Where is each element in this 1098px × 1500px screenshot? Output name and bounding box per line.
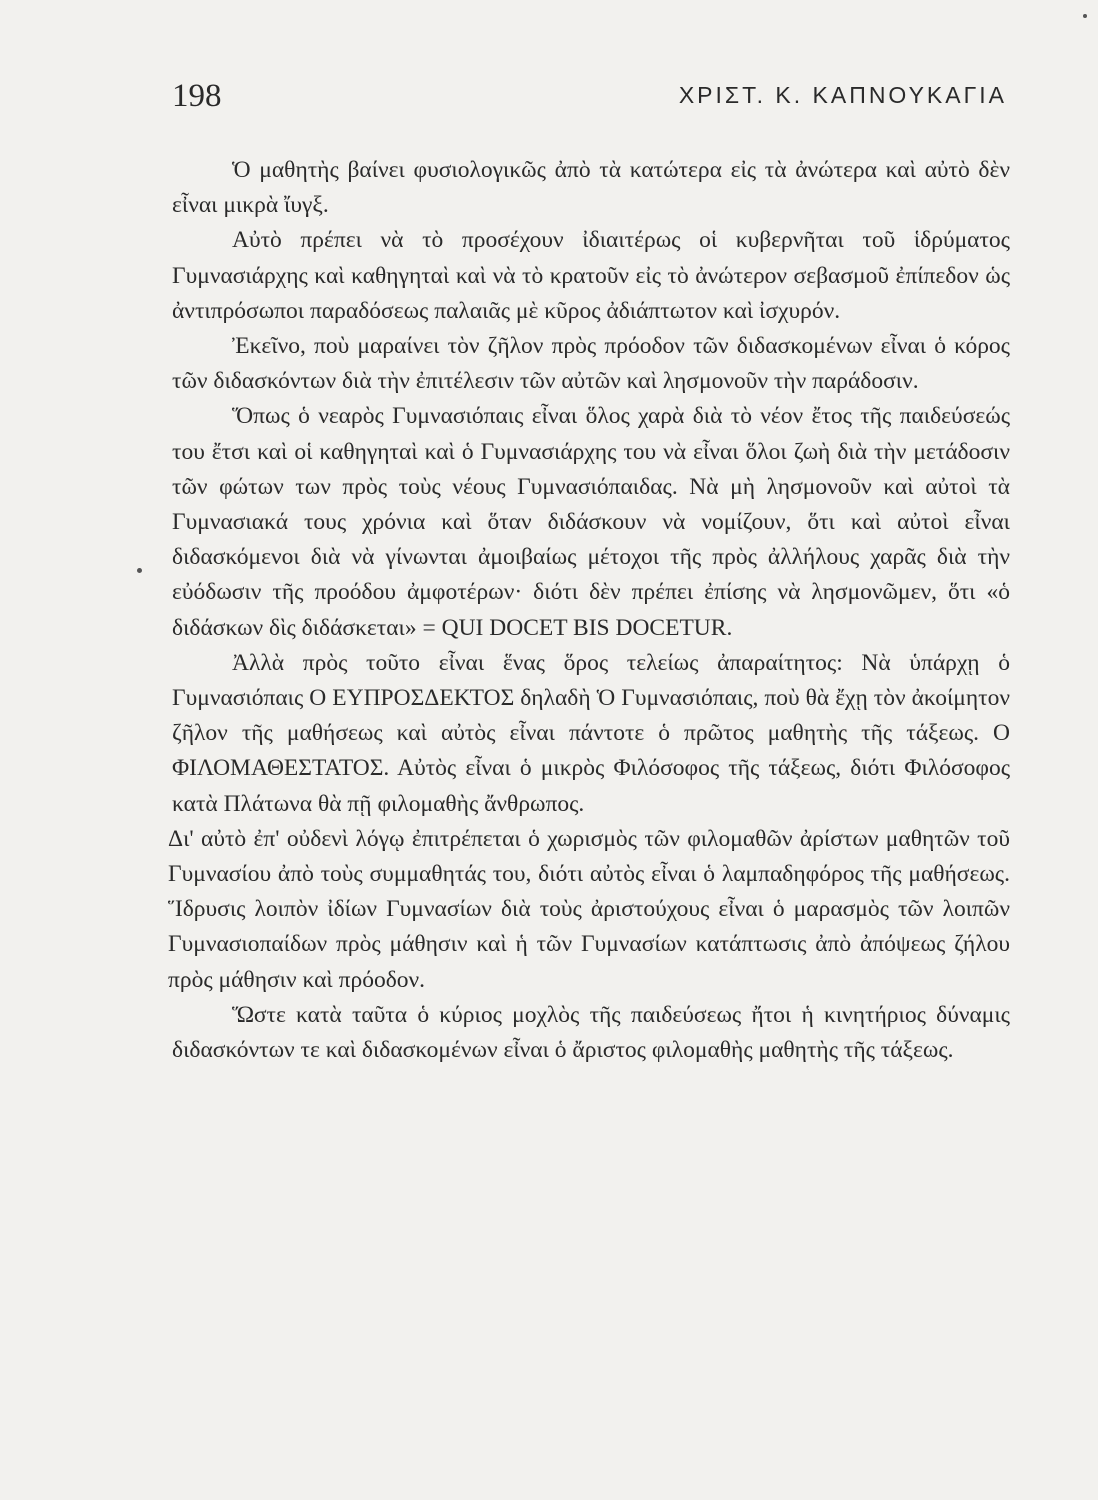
paragraph-1: Ὁ μαθητὴς βαίνει φυσιολογικῶς ἀπὸ τὰ κατώτερα εἰς τὰ ἀνώτερα καὶ αὐτὸ δὲν εἶναι μικρὰ ἴυγξ.: [172, 157, 1010, 219]
paragraph-3: Ἐκεῖνο, ποὺ μαραίνει τὸν ζῆλον πρὸς πρόοδον τῶν διδασκομένων εἶναι ὁ κόρος τῶν διδασκόντων διὰ τὴν ἐπιτέλεσιν τῶν αὐτῶν καὶ λησμονοῦν τὴν παράδοσιν.: [172, 333, 1010, 395]
body-text: [168, 153, 1010, 1068]
paragraph-6: Δι' αὐτὸ ἐπ' οὐδενὶ λόγῳ ἐπιτρέπεται ὁ χωρισμὸς τῶν φιλομαθῶν ἀρίστων μαθητῶν τοῦ Γυμνασίου ἀπὸ τοὺς συμμαθητάς του, διότι αὐτὸς εἶναι ὁ λαμπαδηφόρος τῆς μαθήσεως. Ἵδρυσις λοιπὸν ἰδίων Γυμνασίων διὰ τοὺς ἀριστούχους εἶναι ὁ μαρασμὸς τῶν λοιπῶν Γυμνασιοπαίδων πρὸς μάθησιν καὶ ἡ τῶν Γυμνασίων κατάπτωσις ἀπὸ ἀπόψεως ζήλου πρὸς μάθησιν καὶ πρόοδον.: [168, 825, 1010, 993]
paragraph-4: Ὅπως ὁ νεαρὸς Γυμνασιόπαις εἶναι ὅλος χαρὰ διὰ τὸ νέον ἔτος τῆς παιδεύσεώς του ἔτσι καὶ οἱ καθηγηταὶ καὶ ὁ Γυμνασιάρχης του νὰ εἶναι ὅλοι ζωὴ διὰ τὴν μετάδοσιν τῶν φώτων των πρὸς τοὺς νέους Γυμνασιόπαιδας. Νὰ μὴ λησμονοῦν καὶ αὐτοὶ τὰ Γυμνασιακά τους χρόνια καὶ ὅταν διδάσκουν νὰ νομίζουν, ὅτι καὶ αὐτοὶ εἶναι διδασκόμενοι διὰ νὰ γίνωνται ἀμοιβαίως μέτοχοι τῆς πρὸς ἀλλήλους χαρᾶς διὰ τὴν εὐόδωσιν τῆς προόδου ἀμφοτέρων· διότι δὲν πρέπει ἐπίσης νὰ λησμονῶμεν, ὅτι «ὁ διδάσκων δὶς διδάσκεται» = QUI DOCET BIS DOCETUR.: [172, 403, 1010, 641]
paragraph-5: Ἀλλὰ πρὸς τοῦτο εἶναι ἕνας ὅρος τελείως ἀπαραίτητος: Νὰ ὑπάρχῃ ὁ Γυμνασιόπαις Ο ΕΥΠΡΟΣΔΕΚΤΟΣ δηλαδὴ Ὁ Γυμνασιόπαις, ποὺ θὰ ἔχῃ τὸν ἀκοίμητον ζῆλον τῆς μαθήσεως καὶ αὐτὸς εἶναι πάντοτε ὁ πρῶτος μαθητὴς τῆς τάξεως. Ο ΦΙΛΟΜΑΘΕΣΤΑΤΟΣ. Αὐτὸς εἶναι ὁ μικρὸς Φιλόσοφος τῆς τάξεως, διότι Φιλόσοφος κατὰ Πλάτωνα θὰ πῇ φιλομαθὴς ἄνθρωπος.: [172, 649, 1010, 817]
paragraph-7: Ὥστε κατὰ ταῦτα ὁ κύριος μοχλὸς τῆς παιδεύσεως ἤτοι ἡ κινητήριος δύναμις διδασκόντων τε καὶ διδασκομένων εἶναι ὁ ἄριστος φιλομαθὴς μαθητὴς τῆς τάξεως.: [172, 1001, 1010, 1064]
corner-speck: [1083, 14, 1087, 18]
page-header: [172, 78, 1007, 124]
page-number: 198: [172, 78, 222, 114]
running-head: ΧΡΙΣΤ. Κ. ΚΑΠΝΟΥΚΑΓΙΑ: [678, 82, 1007, 108]
paragraph-2: Αὐτὸ πρέπει νὰ τὸ προσέχουν ἰδιαιτέρως οἱ κυβερνῆται τοῦ ἱδρύματος Γυμνασιάρχης καὶ καθηγηταὶ καὶ νὰ τὸ κρατοῦν εἰς τὸ ἀνώτερον σεβασμοῦ ἐπίπεδον ὡς ἀντιπρόσωποι παραδόσεως παλαιᾶς μὲ κῦρος ἀδιάπτωτον καὶ ἰσχυρόν.: [172, 227, 1010, 324]
margin-speck: [137, 568, 142, 573]
